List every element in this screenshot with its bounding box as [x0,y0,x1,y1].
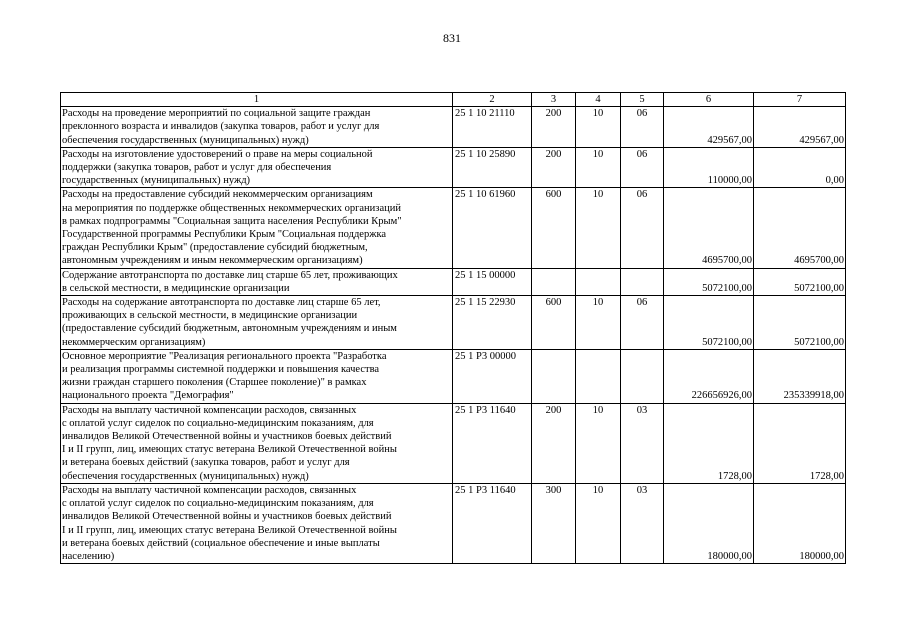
expense-description: Основное мероприятие "Реализация регионального проекта "Разработка и реализация программы системной поддержки и повышения качества жизни граждан старшего поколения (Старшее поколение)" в рамках национального проекта "Демография" [61,349,453,403]
expense-description: Расходы на изготовление удостоверений о праве на меры социальной поддержки (закупка товаров, работ и услуг для обеспечения государственных (муниципальных) нужд) [61,147,453,188]
header-cell: 6 [664,93,754,107]
amount-year-1: 5072100,00 [664,296,754,350]
amount-year-1: 5072100,00 [664,268,754,295]
subsection-code: 03 [621,403,664,483]
header-cell: 2 [453,93,532,107]
section-code: 10 [576,107,621,148]
amount-year-2: 4695700,00 [754,188,846,268]
amount-year-2: 235339918,00 [754,349,846,403]
section-code: 10 [576,296,621,350]
target-article-code: 25 1 P3 11640 [453,403,532,483]
header-cell: 3 [532,93,576,107]
target-article-code: 25 1 P3 00000 [453,349,532,403]
subsection-code: 03 [621,483,664,563]
table-row [61,403,846,483]
expense-type-code: 600 [532,296,576,350]
section-code [576,268,621,295]
table-row [61,296,846,350]
amount-year-2: 0,00 [754,147,846,188]
amount-year-1: 429567,00 [664,107,754,148]
amount-year-1: 180000,00 [664,483,754,563]
target-article-code: 25 1 10 21110 [453,107,532,148]
subsection-code: 06 [621,296,664,350]
expense-type-code [532,268,576,295]
table-row [61,147,846,188]
subsection-code: 06 [621,188,664,268]
header-row [61,93,846,107]
amount-year-1: 226656926,00 [664,349,754,403]
header-cell: 4 [576,93,621,107]
header-cell: 7 [754,93,846,107]
amount-year-2: 5072100,00 [754,268,846,295]
section-code: 10 [576,147,621,188]
expense-type-code: 200 [532,403,576,483]
amount-year-1: 4695700,00 [664,188,754,268]
expense-type-code: 200 [532,107,576,148]
table-row [61,483,846,563]
amount-year-1: 1728,00 [664,403,754,483]
target-article-code: 25 1 15 22930 [453,296,532,350]
section-code: 10 [576,188,621,268]
table-row [61,349,846,403]
table-row [61,268,846,295]
subsection-code [621,268,664,295]
header-cell: 5 [621,93,664,107]
expense-description: Расходы на выплату частичной компенсации расходов, связанных с оплатой услуг сиделок по социально-медицинским показаниям, для инвалидов Великой Отечественной войны и участников боевых действий I и II групп, лиц, имеющих статус ветерана Великой Отечественной войны и ветерана боевых действий (социальное обеспечение и иные выплаты населению) [61,483,453,563]
section-code: 10 [576,483,621,563]
table-row [61,188,846,268]
target-article-code: 25 1 15 00000 [453,268,532,295]
expense-description: Расходы на проведение мероприятий по социальной защите граждан преклонного возраста и инвалидов (закупка товаров, работ и услуг для обеспечения государственных (муниципальных) нужд) [61,107,453,148]
target-article-code: 25 1 10 25890 [453,147,532,188]
amount-year-1: 110000,00 [664,147,754,188]
table-row [61,107,846,148]
expense-description: Расходы на выплату частичной компенсации расходов, связанных с оплатой услуг сиделок по социально-медицинским показаниям, для инвалидов Великой Отечественной войны и участников боевых действий I и II групп, лиц, имеющих статус ветерана Великой Отечественной войны и ветерана боевых действий (закупка товаров, работ и услуг для обеспечения государственных (муниципальных) нужд) [61,403,453,483]
target-article-code: 25 1 P3 11640 [453,483,532,563]
target-article-code: 25 1 10 61960 [453,188,532,268]
expense-type-code: 200 [532,147,576,188]
amount-year-2: 429567,00 [754,107,846,148]
expense-type-code [532,349,576,403]
amount-year-2: 5072100,00 [754,296,846,350]
subsection-code: 06 [621,147,664,188]
amount-year-2: 180000,00 [754,483,846,563]
page-number: 831 [443,31,461,45]
budget-table [60,92,846,564]
section-code [576,349,621,403]
subsection-code [621,349,664,403]
subsection-code: 06 [621,107,664,148]
expense-description: Содержание автотранспорта по доставке лиц старше 65 лет, проживающих в сельской местности, в медицинские организации [61,268,453,295]
header-cell: 1 [61,93,453,107]
section-code: 10 [576,403,621,483]
expense-type-code: 600 [532,188,576,268]
expense-description: Расходы на предоставление субсидий некоммерческим организациям на мероприятия по поддержке общественных некоммерческих организаций в рамках подпрограммы "Социальная защита населения Республики Крым" Государственной программы Республики Крым "Социальная поддержка граждан Республики Крым" (предоставление субсидий бюджетным, автономным учреждениям и иным некоммерческим организациям) [61,188,453,268]
expense-type-code: 300 [532,483,576,563]
expense-description: Расходы на содержание автотранспорта по доставке лиц старше 65 лет, проживающих в сельской местности, в медицинские организации (предоставление субсидий бюджетным, автономным учреждениям и иным некоммерческим организациям) [61,296,453,350]
amount-year-2: 1728,00 [754,403,846,483]
